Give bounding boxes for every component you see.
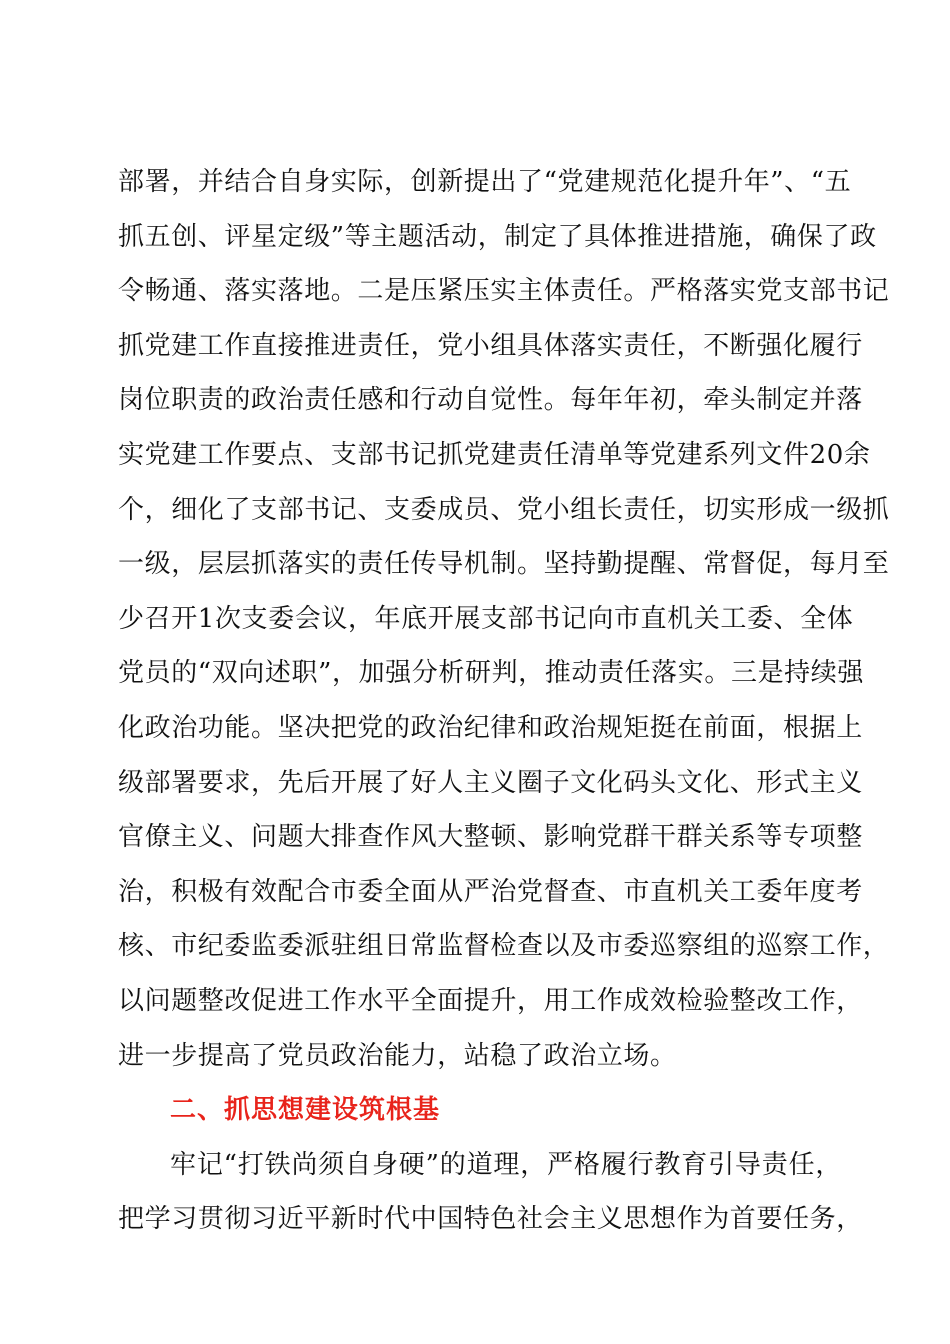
document-body (118, 155, 890, 1247)
body-line: 少召开1次支委会议，年底开展支部书记向市直机关工委、全体 (118, 603, 854, 634)
body-line: 官僚主义、问题大排查作风大整顿、影响党群干群关系等专项整 (118, 822, 863, 853)
body-line: 个，细化了支部书记、支委成员、党小组长责任，切实形成一级抓 (118, 494, 890, 525)
body-line: 级部署要求，先后开展了好人主义圈子文化码头文化、形式主义 (118, 767, 863, 798)
body-line: 部署，并结合自身实际，创新提出了“党建规范化提升年”、“五 (118, 167, 852, 197)
body-line: 抓五创、评星定级”等主题活动，制定了具体推进措施，确保了政 (118, 221, 877, 252)
body-line: 抓党建工作直接推进责任，党小组具体落实责任，不断强化履行 (118, 330, 863, 361)
body-line-last: 进一步提高了党员政治能力，站稳了政治立场。 (118, 1040, 677, 1071)
body-line: 一级，层层抓落实的责任传导机制。坚持勤提醒、常督促，每月至 (118, 549, 890, 580)
body-line: 以问题整改促进工作水平全面提升，用工作成效检验整改工作， (118, 985, 863, 1016)
section-heading: 二、抓思想建设筑根基 (170, 1095, 441, 1126)
body-line: 化政治功能。坚决把党的政治纪律和政治规矩挺在前面，根据上 (118, 712, 863, 743)
body-line: 令畅通、落实落地。二是压紧压实主体责任。严格落实党支部书记 (118, 276, 890, 307)
body-line-indented: 牢记“打铁尚须自身硬”的道理，严格履行教育引导责任， (170, 1149, 842, 1180)
body-line: 核、市纪委监委派驻组日常监督检查以及市委巡察组的巡察工作， (118, 931, 890, 962)
body-line: 把学习贯彻习近平新时代中国特色社会主义思想作为首要任务， (118, 1204, 863, 1235)
body-line: 党员的“双向述职”，加强分析研判，推动责任落实。三是持续强 (118, 658, 864, 689)
body-line: 实党建工作要点、支部书记抓党建责任清单等党建系列文件20余 (118, 439, 871, 470)
body-line: 岗位职责的政治责任感和行动自觉性。每年年初，牵头制定并落 (118, 385, 863, 416)
body-line: 治，积极有效配合市委全面从严治党督查、市直机关工委年度考 (118, 876, 863, 907)
